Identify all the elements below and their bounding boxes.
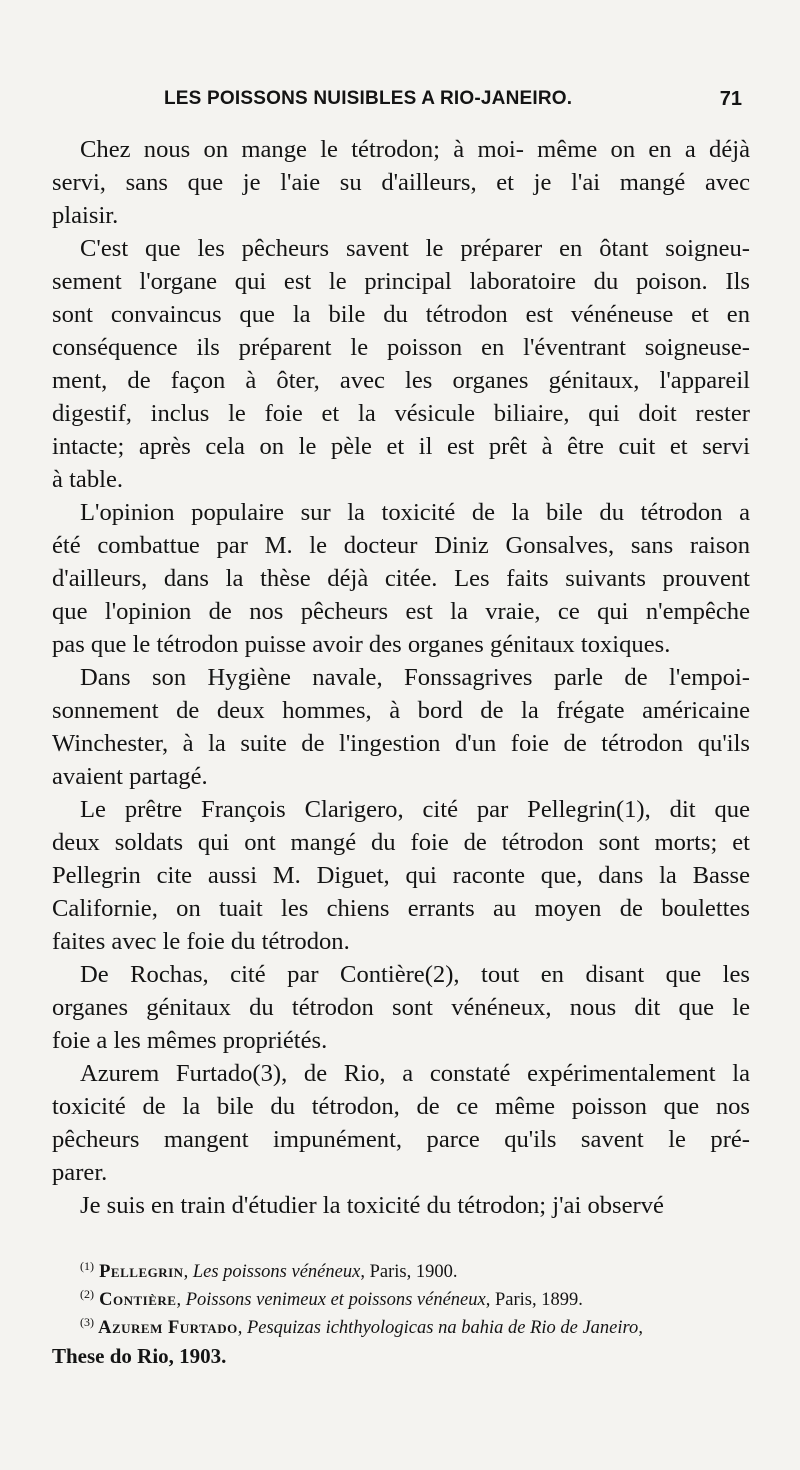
footnote-author: Contière	[94, 1290, 177, 1310]
page-header	[52, 88, 742, 122]
text-line: servi, sans que je l'aie su d'ailleurs, et je l'ai mangé avec	[52, 169, 750, 196]
paragraph	[52, 1057, 750, 1189]
text-line: Je suis en train d'étudier la toxicité du tétrodon; j'ai observé	[80, 1192, 664, 1219]
paragraph	[52, 661, 750, 793]
text-line: Pellegrin cite aussi M. Diguet, qui raconte que, dans la Basse	[52, 862, 750, 889]
footnote: $^{(2)}$ Contière, Poissons venimeux et poissons vénéneux, Paris, 1899.	[80, 1286, 583, 1310]
footnotes	[52, 1258, 757, 1370]
text-line: sonnement de deux hommes, à bord de la frégate américaine	[52, 697, 750, 724]
text-line: ment, de façon à ôter, avec les organes génitaux, l'appareil	[52, 367, 750, 394]
footnote: $^{(1)}$ Pellegrin, Les poissons vénéneux, Paris, 1900.	[80, 1258, 458, 1282]
footnote: $^{(3)}$ Azurem Furtado, Pesquizas ichthyologicas na bahia de Rio de Janeiro, These do Rio, 1903.	[52, 1314, 757, 1370]
paragraph	[52, 1189, 750, 1222]
footnote-title: Les poissons vénéneux	[192, 1262, 361, 1282]
text-line: intacte; après cela on le pèle et il est prêt à être cuit et servi	[52, 433, 750, 460]
text-line: organes génitaux du tétrodon sont vénéneux, nous dit que le	[52, 994, 750, 1021]
text-line: parer.	[52, 1159, 108, 1186]
text-line: L'opinion populaire sur la toxicité de la bile du tétrodon a	[80, 499, 750, 526]
footnote-rest: , Paris, 1899.	[485, 1290, 583, 1310]
text-line: faites avec le foie du tétrodon.	[52, 928, 350, 955]
footnote-title: Poissons venimeux et poissons vénéneux	[185, 1290, 486, 1310]
text-line: Californie, on tuait les chiens errants au moyen de boulettes	[52, 895, 750, 922]
footnote-mark: (1)	[80, 1258, 94, 1273]
text-line: deux soldats qui ont mangé du foie de tétrodon sont morts; et	[52, 829, 750, 856]
text-line: plaisir.	[52, 202, 119, 229]
text-line: Le prêtre François Clarigero, cité par Pellegrin(1), dit que	[80, 796, 750, 823]
text-line: sement l'organe qui est le principal laboratoire du poison. Ils	[52, 268, 750, 295]
text-line: sont convaincus que la bile du tétrodon est vénéneuse et en	[52, 301, 750, 328]
footnote-author: Azurem Furtado	[94, 1318, 238, 1338]
text-line: foie a les mêmes propriétés.	[52, 1027, 328, 1054]
footnote-rest: ,	[638, 1318, 643, 1338]
text-line: Winchester, à la suite de l'ingestion d'un foie de tétrodon qu'ils	[52, 730, 750, 757]
text-line: De Rochas, cité par Contière(2), tout en disant que les	[80, 961, 750, 988]
footnote-mark: (3)	[80, 1314, 94, 1329]
text-line: été combattue par M. le docteur Diniz Gonsalves, sans raison	[52, 532, 750, 559]
text-line: Azurem Furtado(3), de Rio, a constaté expérimentalement la	[80, 1060, 750, 1087]
text-line: pêcheurs mangent impunément, parce qu'ils savent le pré-	[52, 1126, 750, 1153]
text-line: avaient partagé.	[52, 763, 208, 790]
footnote-continuation: These do Rio, 1903.	[52, 1344, 227, 1368]
text-line: à table.	[52, 466, 124, 493]
text-line: que l'opinion de nos pêcheurs est la vraie, ce qui n'empêche	[52, 598, 750, 625]
footnote-rest: , Paris, 1900.	[360, 1262, 458, 1282]
text-line: d'ailleurs, dans la thèse déjà citée. Les faits suivants prouvent	[52, 565, 750, 592]
text-line: C'est que les pêcheurs savent le préparer en ôtant soigneu-	[80, 235, 750, 262]
footnote-title: Pesquizas ichthyologicas na bahia de Rio de Janeiro	[246, 1318, 639, 1338]
page-number: 71	[719, 88, 742, 110]
paragraph	[52, 496, 750, 661]
text-line: Chez nous on mange le tétrodon; à moi- même on en a déjà	[80, 136, 750, 163]
text-line: toxicité de la bile du tétrodon, de ce même poisson que nos	[52, 1093, 750, 1120]
paragraph	[52, 958, 750, 1057]
paragraph	[52, 793, 750, 958]
footnote-mark: (2)	[80, 1286, 94, 1301]
text-line: pas que le tétrodon puisse avoir des organes génitaux toxiques.	[52, 631, 671, 658]
paragraph	[52, 232, 750, 496]
text-line: Dans son Hygiène navale, Fonssagrives parle de l'empoi-	[80, 664, 750, 691]
footnote-author: Pellegrin	[94, 1262, 184, 1282]
paragraph	[52, 133, 750, 232]
text-line: conséquence ils préparent le poisson en l'éventrant soigneuse-	[52, 334, 750, 361]
body-text	[52, 133, 750, 1222]
text-line: digestif, inclus le foie et la vésicule biliaire, qui doit rester	[52, 400, 750, 427]
running-title: LES POISSONS NUISIBLES A RIO-JANEIRO.	[164, 88, 573, 109]
